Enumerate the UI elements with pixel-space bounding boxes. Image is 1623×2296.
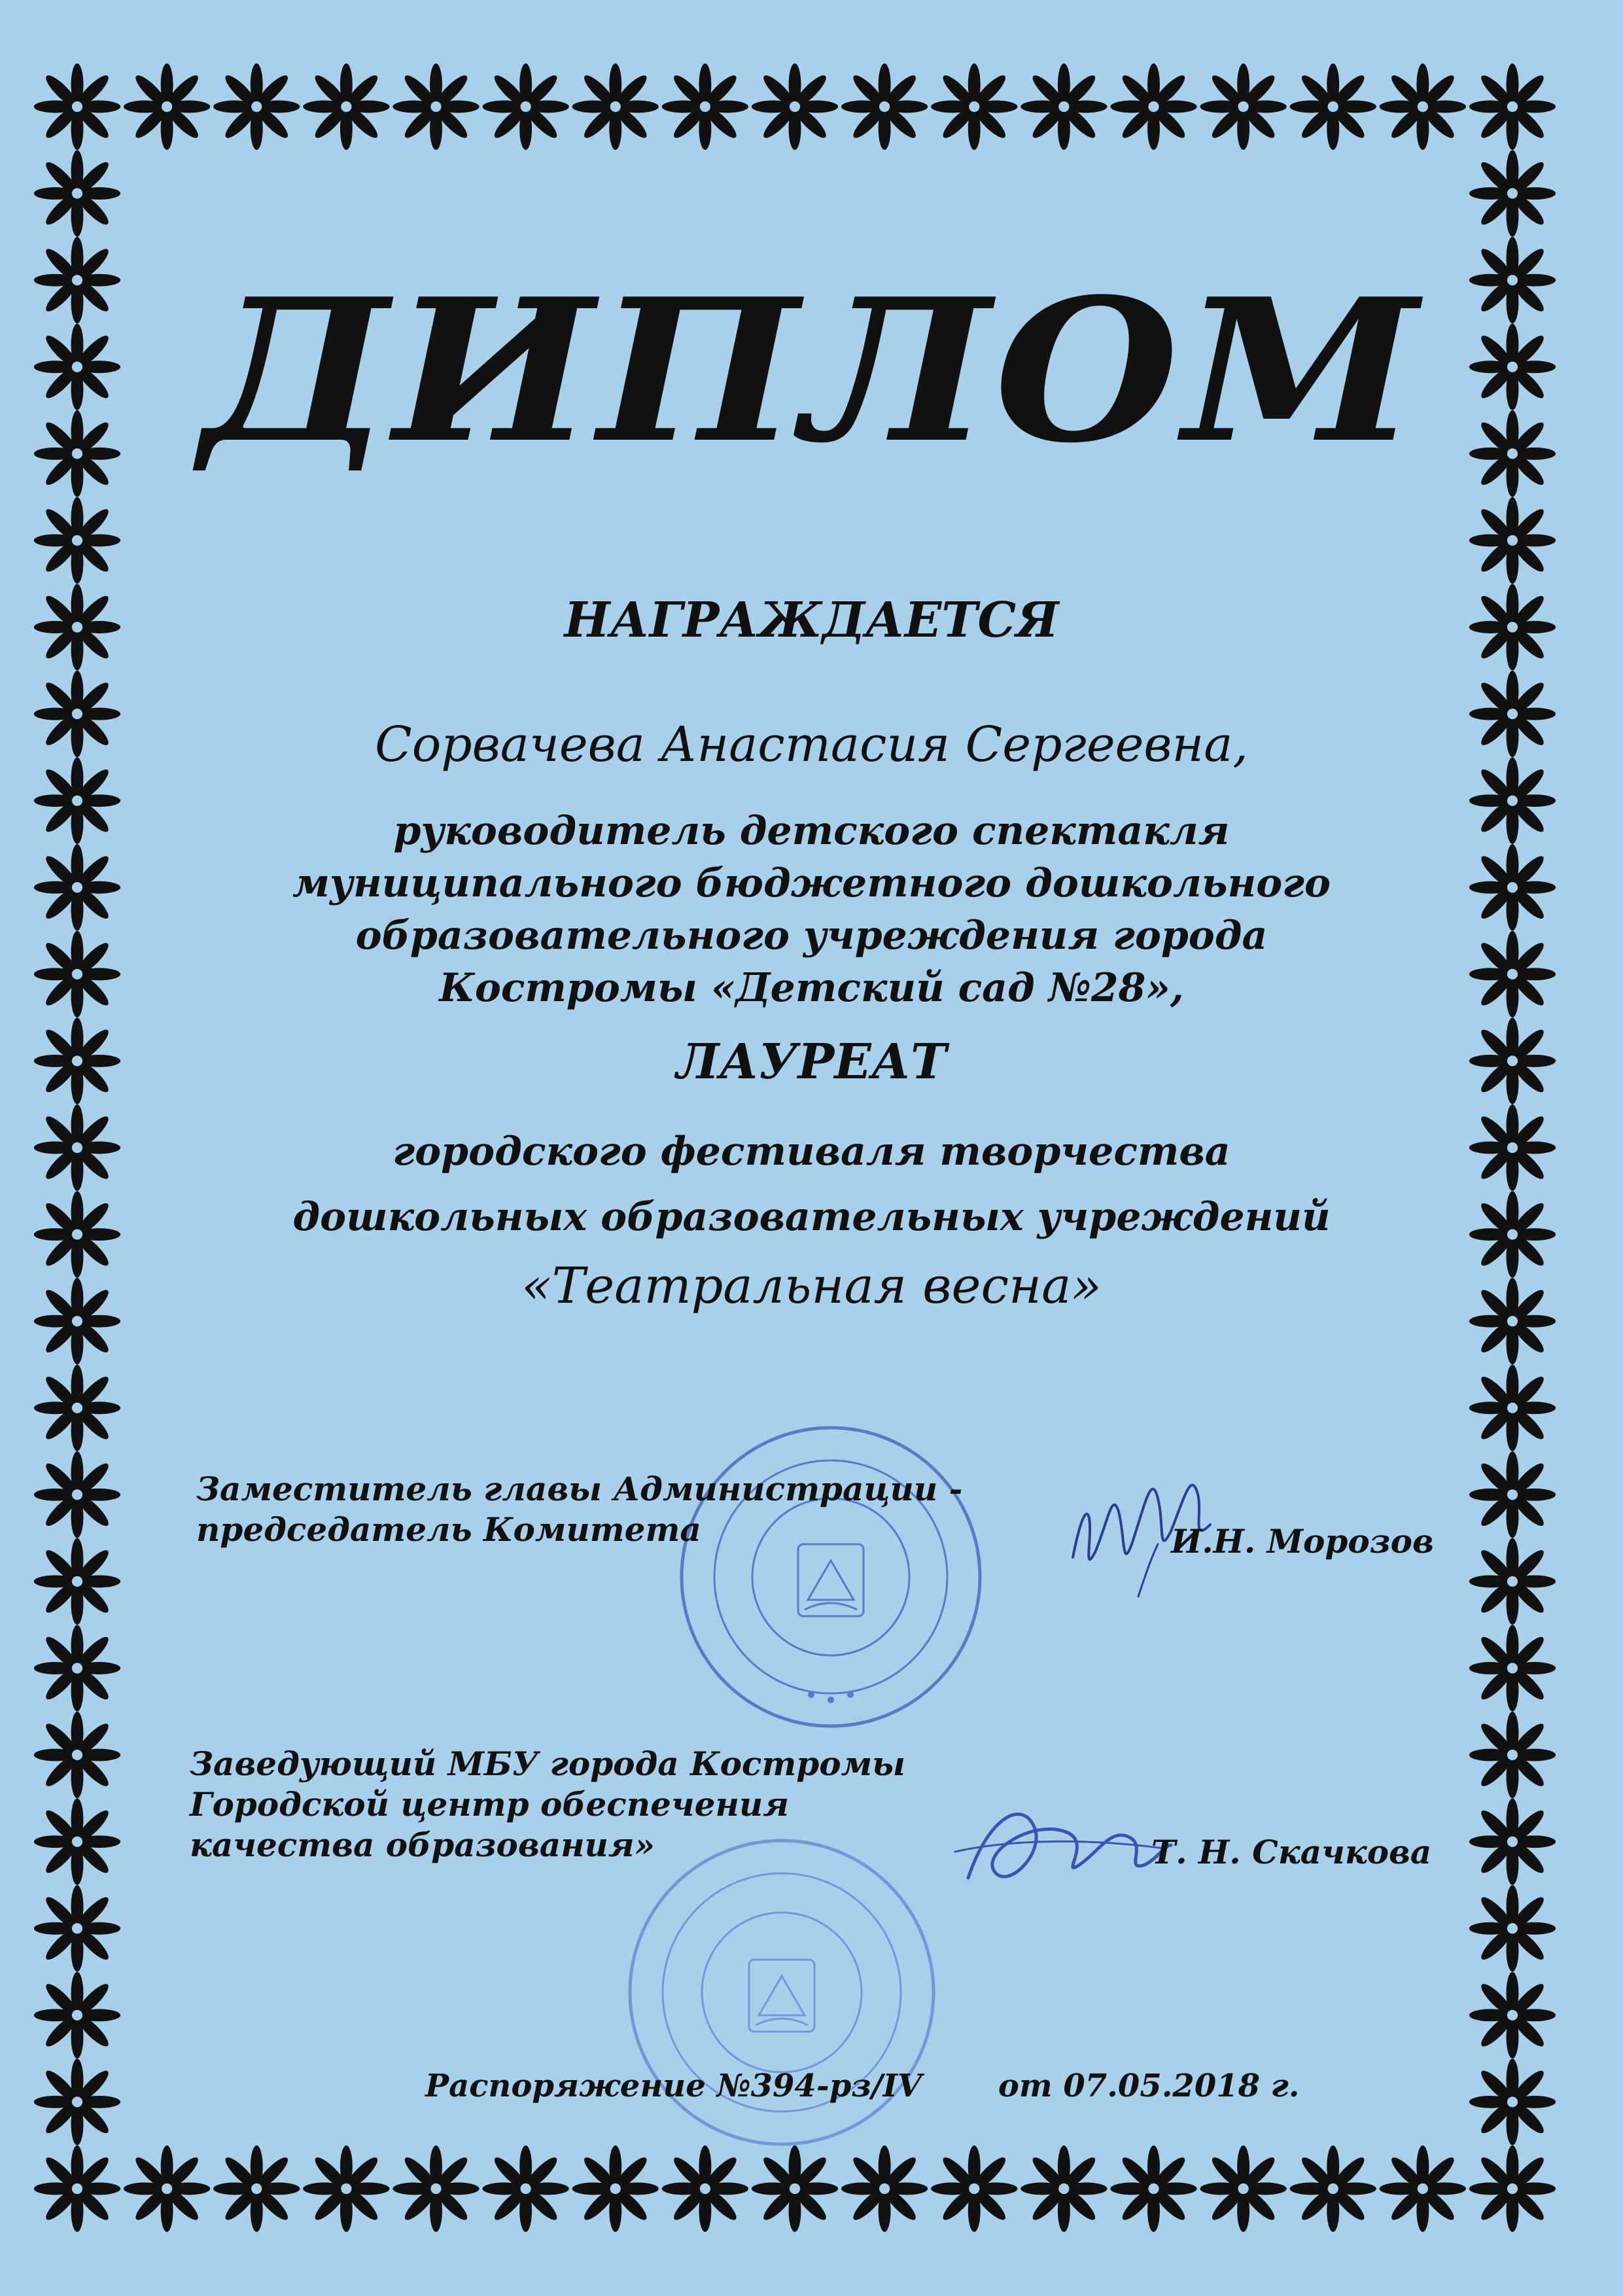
signatory-position-line: качества образования» bbox=[190, 1826, 655, 1864]
eight-petal-flower-icon bbox=[34, 63, 120, 150]
eight-petal-flower-icon bbox=[662, 63, 748, 150]
eight-petal-flower-icon bbox=[931, 2146, 1017, 2232]
recipient-name: Сорвачева Анастасия Сергеевна, bbox=[375, 716, 1248, 773]
eight-petal-flower-icon bbox=[1290, 2146, 1376, 2232]
eight-petal-flower-icon bbox=[393, 63, 479, 150]
official-seal-committee bbox=[674, 1420, 988, 1734]
eight-petal-flower-icon bbox=[34, 1451, 120, 1538]
festival-description-line: дошкольных образовательных учреждений bbox=[292, 1194, 1331, 1240]
eight-petal-flower-icon bbox=[213, 63, 300, 150]
recipient-role-line: руководитель детского спектакля bbox=[393, 808, 1230, 854]
eight-petal-flower-icon bbox=[1469, 1538, 1556, 1625]
order-date: от 07.05.2018 г. bbox=[998, 2068, 1300, 2104]
eight-petal-flower-icon bbox=[1200, 2146, 1286, 2232]
eight-petal-flower-icon bbox=[931, 63, 1017, 150]
eight-petal-flower-icon bbox=[572, 2146, 659, 2232]
eight-petal-flower-icon bbox=[34, 1972, 120, 2058]
eight-petal-flower-icon bbox=[34, 150, 120, 236]
signatory-position-line: Городской центр обеспечения bbox=[190, 1785, 790, 1824]
eight-petal-flower-icon bbox=[213, 2146, 300, 2232]
order-reference bbox=[425, 2068, 1299, 2104]
festival-description-line: городского фестиваля творчества bbox=[393, 1129, 1230, 1174]
diploma-title: ДИПЛОМ bbox=[201, 255, 1422, 486]
signatory-position-1 bbox=[196, 1469, 962, 1550]
eight-petal-flower-icon bbox=[1469, 1712, 1556, 1798]
eight-petal-flower-icon bbox=[34, 1538, 120, 1625]
eight-petal-flower-icon bbox=[1469, 2146, 1556, 2232]
signatory-position-line: Заведующий МБУ города Костромы bbox=[190, 1744, 905, 1783]
eight-petal-flower-icon bbox=[1469, 63, 1556, 150]
signatory-name-1: И.Н. Морозов bbox=[1171, 1522, 1434, 1561]
eight-petal-flower-icon bbox=[752, 2146, 838, 2232]
festival-name: «Театральная весна» bbox=[521, 1256, 1102, 1315]
eight-petal-flower-icon bbox=[1469, 1972, 1556, 2058]
eight-petal-flower-icon bbox=[662, 2146, 748, 2232]
eight-petal-flower-icon bbox=[1469, 150, 1556, 236]
eight-petal-flower-icon bbox=[572, 63, 659, 150]
eight-petal-flower-icon bbox=[1469, 1885, 1556, 1971]
eight-petal-flower-icon bbox=[34, 1365, 120, 1451]
eight-petal-flower-icon bbox=[1200, 63, 1286, 150]
eight-petal-flower-icon bbox=[1110, 2146, 1196, 2232]
eight-petal-flower-icon bbox=[34, 1799, 120, 1885]
eight-petal-flower-icon bbox=[841, 2146, 928, 2232]
eight-petal-flower-icon bbox=[1469, 497, 1556, 584]
eight-petal-flower-icon bbox=[393, 2146, 479, 2232]
awarded-heading: НАГРАЖДАЕТСЯ bbox=[564, 592, 1059, 648]
recipient-role-line: муниципального бюджетного дошкольного bbox=[292, 860, 1331, 906]
eight-petal-flower-icon bbox=[34, 1625, 120, 1711]
eight-petal-flower-icon bbox=[482, 63, 568, 150]
recipient-role-line: Костромы «Детский сад №28», bbox=[439, 965, 1184, 1011]
eight-petal-flower-icon bbox=[1110, 63, 1196, 150]
eight-petal-flower-icon bbox=[1469, 1451, 1556, 1538]
eight-petal-flower-icon bbox=[34, 2058, 120, 2145]
official-seal-center bbox=[621, 1832, 942, 2153]
eight-petal-flower-icon bbox=[1021, 2146, 1107, 2232]
eight-petal-flower-icon bbox=[124, 63, 210, 150]
eight-petal-flower-icon bbox=[1021, 63, 1107, 150]
signatory-position-2 bbox=[190, 1744, 905, 1865]
eight-petal-flower-icon bbox=[752, 63, 838, 150]
eight-petal-flower-icon bbox=[1469, 1365, 1556, 1451]
eight-petal-flower-icon bbox=[124, 2146, 210, 2232]
eight-petal-flower-icon bbox=[1469, 2058, 1556, 2145]
eight-petal-flower-icon bbox=[841, 63, 928, 150]
eight-petal-flower-icon bbox=[34, 2146, 120, 2232]
eight-petal-flower-icon bbox=[34, 1712, 120, 1798]
award-status: ЛАУРЕАТ bbox=[676, 1034, 947, 1090]
signatory-name-2: Т. Н. Скачкова bbox=[1151, 1833, 1432, 1871]
eight-petal-flower-icon bbox=[303, 2146, 389, 2232]
eight-petal-flower-icon bbox=[1469, 1625, 1556, 1711]
eight-petal-flower-icon bbox=[34, 1885, 120, 1971]
signatory-position-line: Заместитель главы Администрации - bbox=[196, 1470, 963, 1508]
eight-petal-flower-icon bbox=[34, 497, 120, 584]
recipient-role-line: образовательного учреждения города bbox=[355, 913, 1268, 959]
eight-petal-flower-icon bbox=[1380, 63, 1466, 150]
signature-skachkova bbox=[949, 1780, 1178, 1911]
eight-petal-flower-icon bbox=[1290, 63, 1376, 150]
eight-petal-flower-icon bbox=[1380, 2146, 1466, 2232]
eight-petal-flower-icon bbox=[1469, 1799, 1556, 1885]
order-number: Распоряжение №394-рз/IV bbox=[425, 2068, 922, 2104]
eight-petal-flower-icon bbox=[303, 63, 389, 150]
signatory-position-line: председатель Комитета bbox=[196, 1510, 701, 1549]
eight-petal-flower-icon bbox=[482, 2146, 568, 2232]
